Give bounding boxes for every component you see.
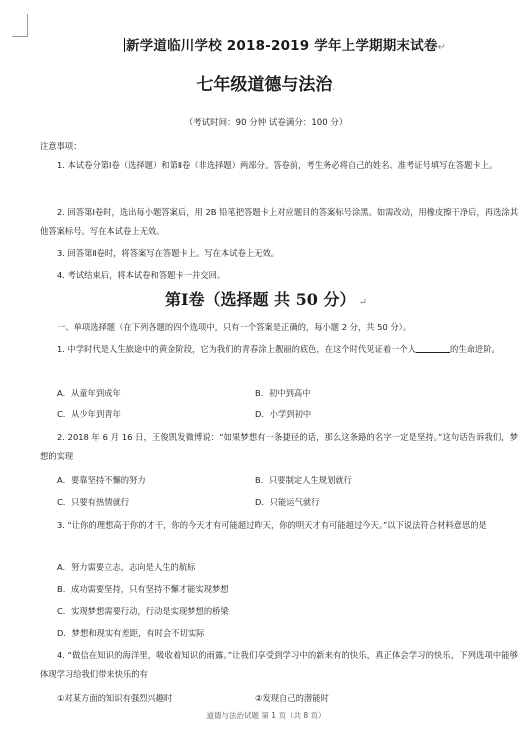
option-c: C．只要有热情就行 (57, 497, 130, 507)
option-b: B．只要制定人生规划就行 (255, 475, 352, 485)
page-footer: 道德与法治试题 第 1 页（共 8 页） (206, 711, 326, 720)
text-cursor (124, 38, 125, 52)
option-c: C．实现梦想需要行动，行动是实现梦想的桥梁 (57, 606, 229, 616)
note-item: 2. 回答第Ⅰ卷时，选出每小题答案后，用 2B 铅笔把答题卡上对应题目的答案标号涂黑。如需改动，用橡皮擦干净后，再选涂其他答案标号。写在本试卷上无效。 (40, 207, 518, 236)
option-d: D．小学到初中 (255, 409, 312, 419)
option-2: ②发现自己的潜能时 (255, 693, 329, 703)
option-c: C．从少年到青年 (57, 409, 121, 419)
question-stem (40, 340, 518, 359)
question-stem: 4. “做信在知识的海洋里，吸收着知识的雨露。”让我们享受到学习中的新来有的快乐，真正体会学习的快乐，下列选项中能够体现学习给我们带来快乐的有 (40, 650, 518, 679)
section-title-text: 第Ⅰ卷（选择题 共 50 分） (164, 290, 356, 309)
subject-title-text: 七年级道德与法治 (196, 75, 333, 95)
paragraph-mark-icon: ↵ (355, 297, 368, 308)
question-stem-text: 的生命进阶。 (450, 344, 500, 354)
exam-title (124, 34, 524, 54)
section-title (0, 287, 532, 310)
option-b: B．成功需要坚持，只有坚持不懈才能实现梦想 (57, 584, 229, 594)
option-a: A．从童年到成年 (57, 388, 121, 398)
option-a: A．努力需要立志，志向是人生的航标 (57, 562, 196, 572)
note-item: 1. 本试卷分第Ⅰ卷（选择题）和第Ⅱ卷（非选择题）两部分。答卷前，考生务必将自己的姓名、准考证号填写在答题卡上。 (57, 160, 498, 170)
option-d: D．只能运气就行 (255, 497, 320, 507)
question-stem: 2. 2018 年 6 月 16 日，王俊凯发微博说：“如果梦想有一条捷径的话，那么这条路的名字一定是坚持。”这句话告诉我们，梦想的实现 (40, 432, 518, 461)
question-stem-text: 1. 中学时代是人生旅途中的黄金阶段，它为我们的青春涂上靓丽的底色，在这个时代见证着一个人 (57, 344, 417, 354)
section-instruction: 一、单项选择题（在下列各题的四个选项中，只有一个答案是正确的，每小题 2 分，共 50 分）。 (57, 322, 412, 332)
answer-blank (416, 352, 450, 353)
option-b: B．初中到高中 (255, 388, 311, 398)
exam-title-text: 新学道临川学校 2018-2019 学年上学期期末试卷 (126, 38, 438, 54)
option-d: D．梦想和现实有差距，有时会不切实际 (57, 628, 205, 638)
notes-heading: 注意事项： (40, 141, 82, 151)
note-item: 3. 回答第Ⅱ卷时，将答案写在答题卡上。写在本试卷上无效。 (57, 248, 280, 258)
option-1: ①对某方面的知识有强烈兴趣时 (57, 693, 173, 703)
exam-info: （考试时间：90 分钟 试卷满分：100 分） (184, 118, 348, 128)
note-item: 4. 考试结束后，将本试卷和答题卡一并交回。 (57, 270, 226, 280)
paragraph-mark-icon: . (332, 82, 336, 93)
subject-title (0, 70, 532, 95)
paragraph-mark-icon: ↵ (437, 42, 447, 53)
question-stem: 3. “让你的理想高于你的才干，你的今天才有可能超过昨天，你的明天才有可能超过今天。”以下说法符合材料意思的是 (57, 520, 487, 530)
option-a: A．要靠坚持不懈的努力 (57, 475, 146, 485)
